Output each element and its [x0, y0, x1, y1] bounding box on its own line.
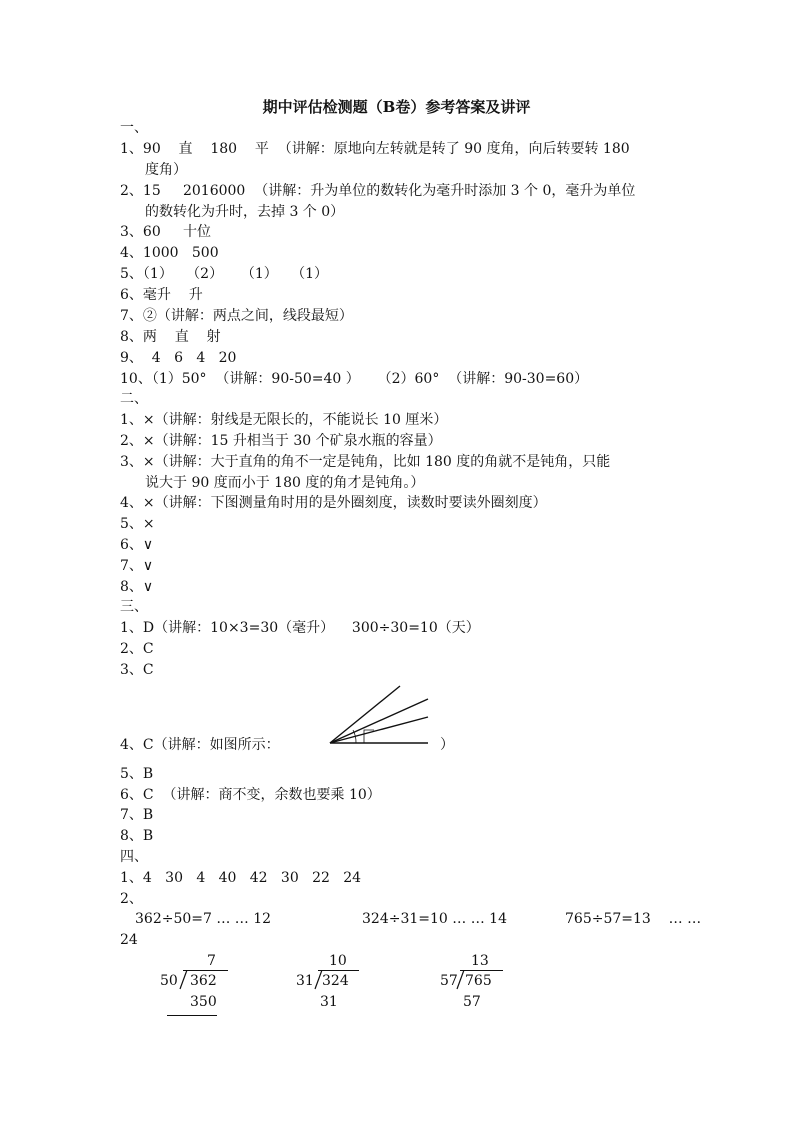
answer-line: 7、∨ [120, 558, 154, 574]
answer-line: 6、毫升 升 [120, 287, 203, 303]
answer-line: 度角） [145, 162, 187, 178]
answer-line: 10、（1）50° （讲解：90-50=40 ） （2）60° （讲解：90-30=60） [120, 371, 589, 387]
quotient: 10 [329, 953, 347, 969]
answer-line: 8、两 直 射 [120, 329, 221, 345]
answer-line: 说大于 90 度而小于 180 度的角才是钝角。） [145, 475, 425, 491]
answer-line: 4、C（讲解：如图所示： [120, 737, 280, 753]
answer-line: 7、②（讲解：两点之间，线段最短） [120, 308, 353, 324]
answer-line: 5、× [120, 516, 155, 532]
divisor: 31 [296, 973, 314, 989]
answer-line: 2、C [120, 641, 154, 657]
close-paren: ） [440, 737, 454, 753]
division-equation: 765÷57=13 … … [565, 911, 702, 927]
section-heading-3: 三、 [120, 599, 148, 615]
product: 31 [320, 994, 338, 1010]
answer-line: 8、B [120, 828, 154, 844]
quotient: 7 [207, 953, 216, 969]
product: 350 [190, 994, 217, 1010]
answer-line: 5、（1） （2） （1） （1） [120, 266, 329, 282]
subtraction-line [167, 1015, 217, 1016]
section-heading-1: 一、 [120, 120, 148, 136]
division-equation: 324÷31=10 … … 14 [362, 911, 507, 927]
answer-line: 4、1000 500 [120, 245, 219, 261]
answer-line: 1、90 直 180 平 （讲解：原地向左转就是转了 90 度角，向后转要转 180 [120, 141, 630, 157]
answer-line: 6、∨ [120, 537, 154, 553]
product: 57 [463, 994, 481, 1010]
answer-line: 2、×（讲解：15 升相当于 30 个矿泉水瓶的容量） [120, 433, 442, 449]
answer-line: 3、C [120, 662, 154, 678]
answer-line: 6、C （讲解：商不变，余数也要乘 10） [120, 787, 381, 803]
divisor: 57 [440, 973, 458, 989]
answer-line: 2、15 2016000 （讲解：升为单位的数转化为毫升时添加 3 个 0，毫升为单位 [120, 183, 636, 199]
answer-line: 1、×（讲解：射线是无限长的，不能说长 10 厘米） [120, 412, 448, 428]
answer-line: 2、 [120, 891, 143, 907]
section-heading-2: 二、 [120, 391, 148, 407]
divisor: 50 [160, 973, 178, 989]
answer-line: 9、 4 6 4 20 [120, 350, 237, 366]
division-equation: 362÷50=7 … … 12 [135, 911, 272, 927]
answer-line: 8、∨ [120, 579, 154, 595]
dividend: 324 [322, 973, 349, 989]
answer-line: 3、×（讲解：大于直角的角不一定是钝角，比如 180 度的角就不是钝角，只能 [120, 454, 611, 470]
answer-line: 的数转化为升时，去掉 3 个 0） [145, 204, 345, 220]
answer-line: 1、4 30 4 40 42 30 22 24 [120, 870, 362, 886]
answer-line: 4、×（讲解：下图测量角时用的是外圈刻度，读数时要读外圈刻度） [120, 495, 547, 511]
answer-line: 5、B [120, 766, 154, 782]
answer-line: 1、D（讲解：10×3=30（毫升） 300÷30=10（天） [120, 620, 480, 636]
answer-line: 7、B [120, 807, 154, 823]
dividend: 362 [190, 973, 217, 989]
division-bracket [178, 970, 188, 990]
answer-line: 3、60 十位 [120, 224, 211, 240]
division-equation-cont: 24 [120, 932, 138, 948]
section-heading-4: 四、 [120, 849, 148, 865]
dividend: 765 [465, 973, 492, 989]
quotient: 13 [471, 953, 489, 969]
page-title: 期中评估检测题（B卷）参考答案及讲评 [262, 98, 531, 116]
